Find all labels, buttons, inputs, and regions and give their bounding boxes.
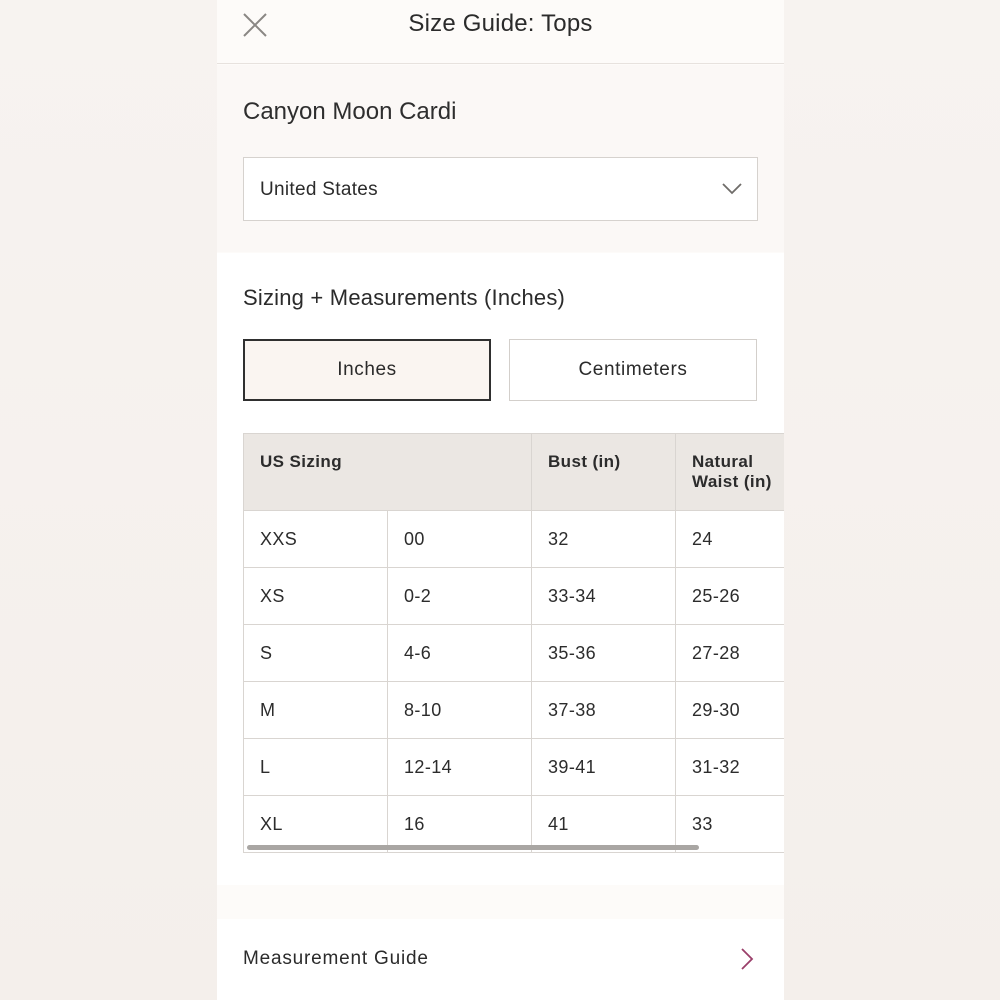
cell-numeric-size: 00 — [388, 511, 532, 568]
measurement-guide-row[interactable] — [217, 919, 784, 1000]
horizontal-scrollbar[interactable] — [247, 845, 699, 850]
cell-numeric-size: 12-14 — [388, 739, 532, 796]
backdrop-right — [784, 0, 1000, 1000]
cell-size: S — [244, 625, 388, 682]
cell-waist: 31-32 — [676, 739, 785, 796]
size-table-scroller[interactable] — [243, 433, 784, 855]
cell-waist: 25-26 — [676, 568, 785, 625]
centimeters-toggle-button[interactable]: Centimeters — [509, 339, 757, 401]
cell-waist: 27-28 — [676, 625, 785, 682]
inches-toggle-button[interactable]: Inches — [243, 339, 491, 401]
product-name: Canyon Moon Cardi — [243, 98, 457, 125]
header-natural-waist-line1: Natural — [692, 452, 754, 471]
sizing-section — [217, 253, 784, 885]
cell-bust: 33-34 — [532, 568, 676, 625]
table-header-row — [244, 434, 785, 511]
page-title: Size Guide: Tops — [408, 10, 593, 37]
country-select[interactable] — [243, 157, 758, 221]
table-row — [244, 682, 785, 739]
sizing-title: Sizing + Measurements (Inches) — [243, 285, 566, 310]
product-section — [217, 65, 784, 252]
cell-bust: 39-41 — [532, 739, 676, 796]
size-guide-panel — [217, 0, 784, 1000]
cell-size: M — [244, 682, 388, 739]
cell-numeric-size: 16 — [388, 796, 532, 853]
cell-bust: 41 — [532, 796, 676, 853]
header — [217, 0, 784, 64]
cell-waist: 33 — [676, 796, 785, 853]
cell-size: XL — [244, 796, 388, 853]
chevron-right-icon — [740, 947, 754, 971]
header-natural-waist-line2: Waist (in) — [692, 472, 772, 491]
cell-size: XS — [244, 568, 388, 625]
country-select-value: United States — [260, 179, 378, 200]
table-row — [244, 511, 785, 568]
cell-bust: 37-38 — [532, 682, 676, 739]
chevron-down-icon — [721, 180, 743, 196]
size-table — [243, 433, 784, 853]
backdrop-left — [0, 0, 217, 1000]
cell-size: L — [244, 739, 388, 796]
header-natural-waist — [676, 434, 785, 511]
table-row — [244, 739, 785, 796]
header-us-sizing: US Sizing — [244, 434, 532, 511]
cell-bust: 35-36 — [532, 625, 676, 682]
cell-numeric-size: 4-6 — [388, 625, 532, 682]
cell-numeric-size: 8-10 — [388, 682, 532, 739]
table-row — [244, 625, 785, 682]
cell-waist: 24 — [676, 511, 785, 568]
cell-waist: 29-30 — [676, 682, 785, 739]
cell-bust: 32 — [532, 511, 676, 568]
header-bust: Bust (in) — [532, 434, 676, 511]
measurement-guide-label: Measurement Guide — [243, 948, 429, 969]
cell-numeric-size: 0-2 — [388, 568, 532, 625]
table-row — [244, 568, 785, 625]
cell-size: XXS — [244, 511, 388, 568]
table-row — [244, 796, 785, 853]
